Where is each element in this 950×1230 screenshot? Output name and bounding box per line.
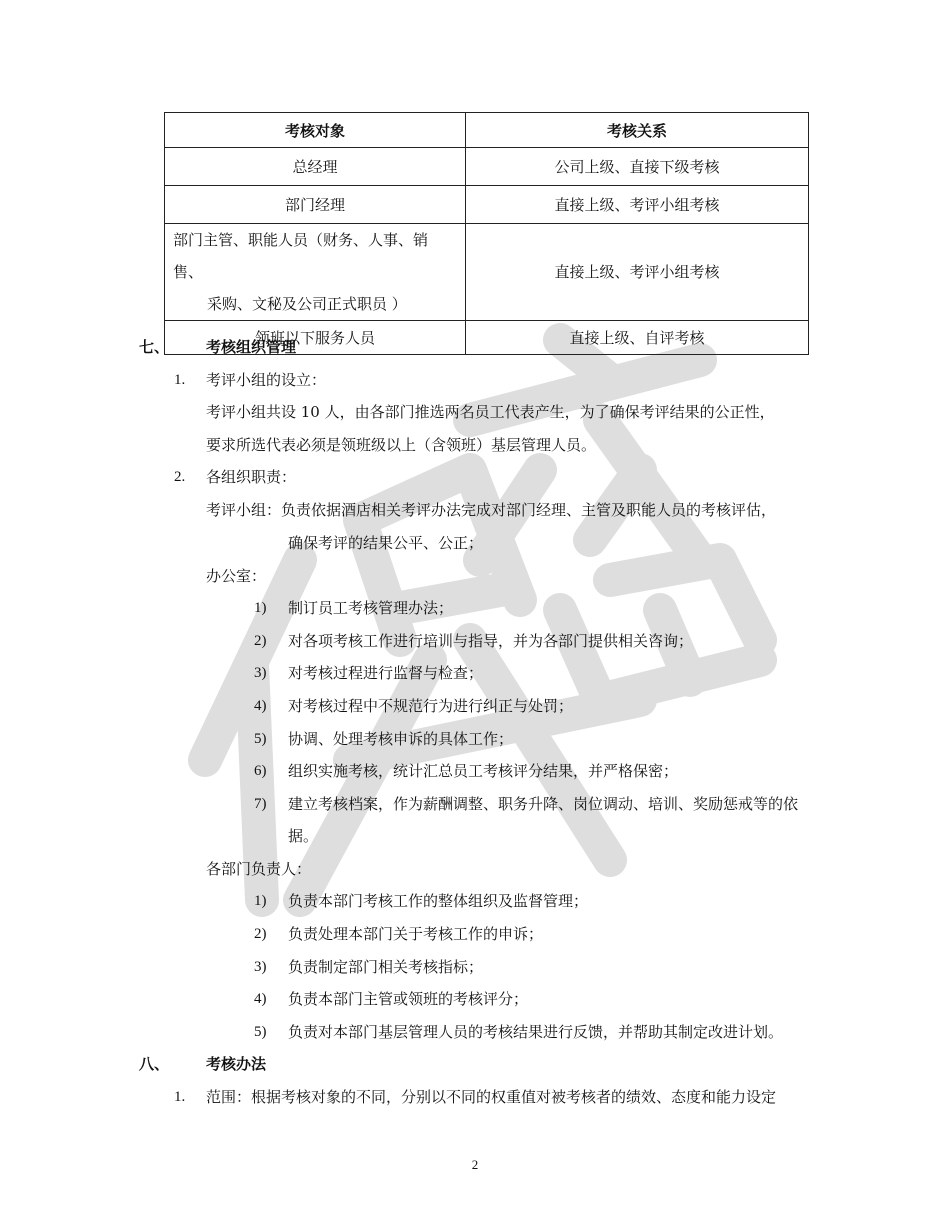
section-8-title: 考核办法 <box>206 1055 267 1073</box>
table-cell-object: 部门经理 <box>165 186 466 224</box>
evaluation-relationship-table <box>164 112 809 355</box>
list-item: 组织实施考核，统计汇总员工考核评分结果，并严格保密； <box>288 762 679 780</box>
list-item-number: 5) <box>254 1024 267 1040</box>
table-header-relation: 考核关系 <box>466 113 809 148</box>
paragraph-line: 要求所选代表必须是领班级以上（含领班）基层管理人员。 <box>206 436 597 454</box>
office-label: 办公室： <box>206 567 267 585</box>
table-cell-object <box>165 224 466 321</box>
item-title: 各组织职责： <box>206 468 297 486</box>
list-item-continued: 据。 <box>288 827 319 845</box>
list-item-number: 3) <box>254 665 267 681</box>
table-cell-relation: 直接上级、自评考核 <box>466 321 809 355</box>
paragraph-line: 考评小组共设 10 人，由各部门推选两名员工代表产生，为了确保考评结果的公正性， <box>206 403 775 421</box>
list-item-number: 2) <box>254 633 267 649</box>
paragraph-line: 范围：根据考核对象的不同，分别以不同的权重值对被考核者的绩效、态度和能力设定 <box>206 1088 777 1106</box>
list-item-number: 5) <box>254 731 267 747</box>
item-number: 1. <box>174 372 186 388</box>
item-title: 考评小组的设立： <box>206 371 327 389</box>
table-header-row <box>165 113 809 148</box>
list-item: 负责制定部门相关考核指标； <box>288 958 484 976</box>
list-item: 对考核过程进行监督与检查； <box>288 664 484 682</box>
list-item-number: 2) <box>254 926 267 942</box>
page-number: 2 <box>471 1157 479 1172</box>
table-cell-relation: 直接上级、考评小组考核 <box>466 186 809 224</box>
table-cell-relation: 直接上级、考评小组考核 <box>466 224 809 321</box>
list-item: 对考核过程中不规范行为进行纠正与处罚； <box>288 697 574 715</box>
list-item: 对各项考核工作进行培训与指导，并为各部门提供相关咨询； <box>288 632 694 650</box>
list-item: 负责本部门考核工作的整体组织及监督管理； <box>288 892 589 910</box>
table-row <box>165 186 809 224</box>
list-item-number: 7) <box>254 796 267 812</box>
table-cell-relation: 公司上级、直接下级考核 <box>466 148 809 186</box>
item-number: 1. <box>174 1089 186 1105</box>
paragraph-line: 确保考评的结果公平、公正； <box>288 534 484 552</box>
section-8-number: 八、 <box>139 1055 170 1073</box>
list-item-number: 1) <box>254 600 267 616</box>
list-item: 制订员工考核管理办法； <box>288 599 454 617</box>
list-item: 负责对本部门基层管理人员的考核结果进行反馈，并帮助其制定改进计划。 <box>288 1023 784 1041</box>
list-item: 协调、处理考核申诉的具体工作； <box>288 730 514 748</box>
list-item-number: 3) <box>254 959 267 975</box>
list-item: 负责处理本部门关于考核工作的申诉； <box>288 925 544 943</box>
list-item-number: 4) <box>254 991 267 1007</box>
paragraph-line: 考评小组：负责依据酒店相关考评办法完成对部门经理、主管及职能人员的考核评估， <box>206 501 777 519</box>
list-item: 建立考核档案，作为薪酬调整、职务升降、岗位调动、培训、奖励惩戒等的依 <box>288 795 799 813</box>
list-item-number: 1) <box>254 893 267 909</box>
dept-head-label: 各部门负责人： <box>206 860 312 878</box>
section-7-number: 七、 <box>139 338 170 356</box>
table-cell-object-line2: 采购、文秘及公司正式职员 ） <box>207 295 407 313</box>
item-number: 2. <box>174 469 186 485</box>
table-cell-object: 总经理 <box>165 148 466 186</box>
list-item-number: 4) <box>254 698 267 714</box>
table-row <box>165 224 809 321</box>
table-header-object: 考核对象 <box>165 113 466 148</box>
section-7-title: 考核组织管理 <box>206 338 297 356</box>
list-item: 负责本部门主管或领班的考核评分； <box>288 990 529 1008</box>
list-item-number: 6) <box>254 763 267 779</box>
table-cell-object-line1: 部门主管、职能人员（财务、人事、销售、 <box>173 231 429 281</box>
table-cell-object: 领班以下服务人员 <box>165 321 466 355</box>
table-row <box>165 148 809 186</box>
